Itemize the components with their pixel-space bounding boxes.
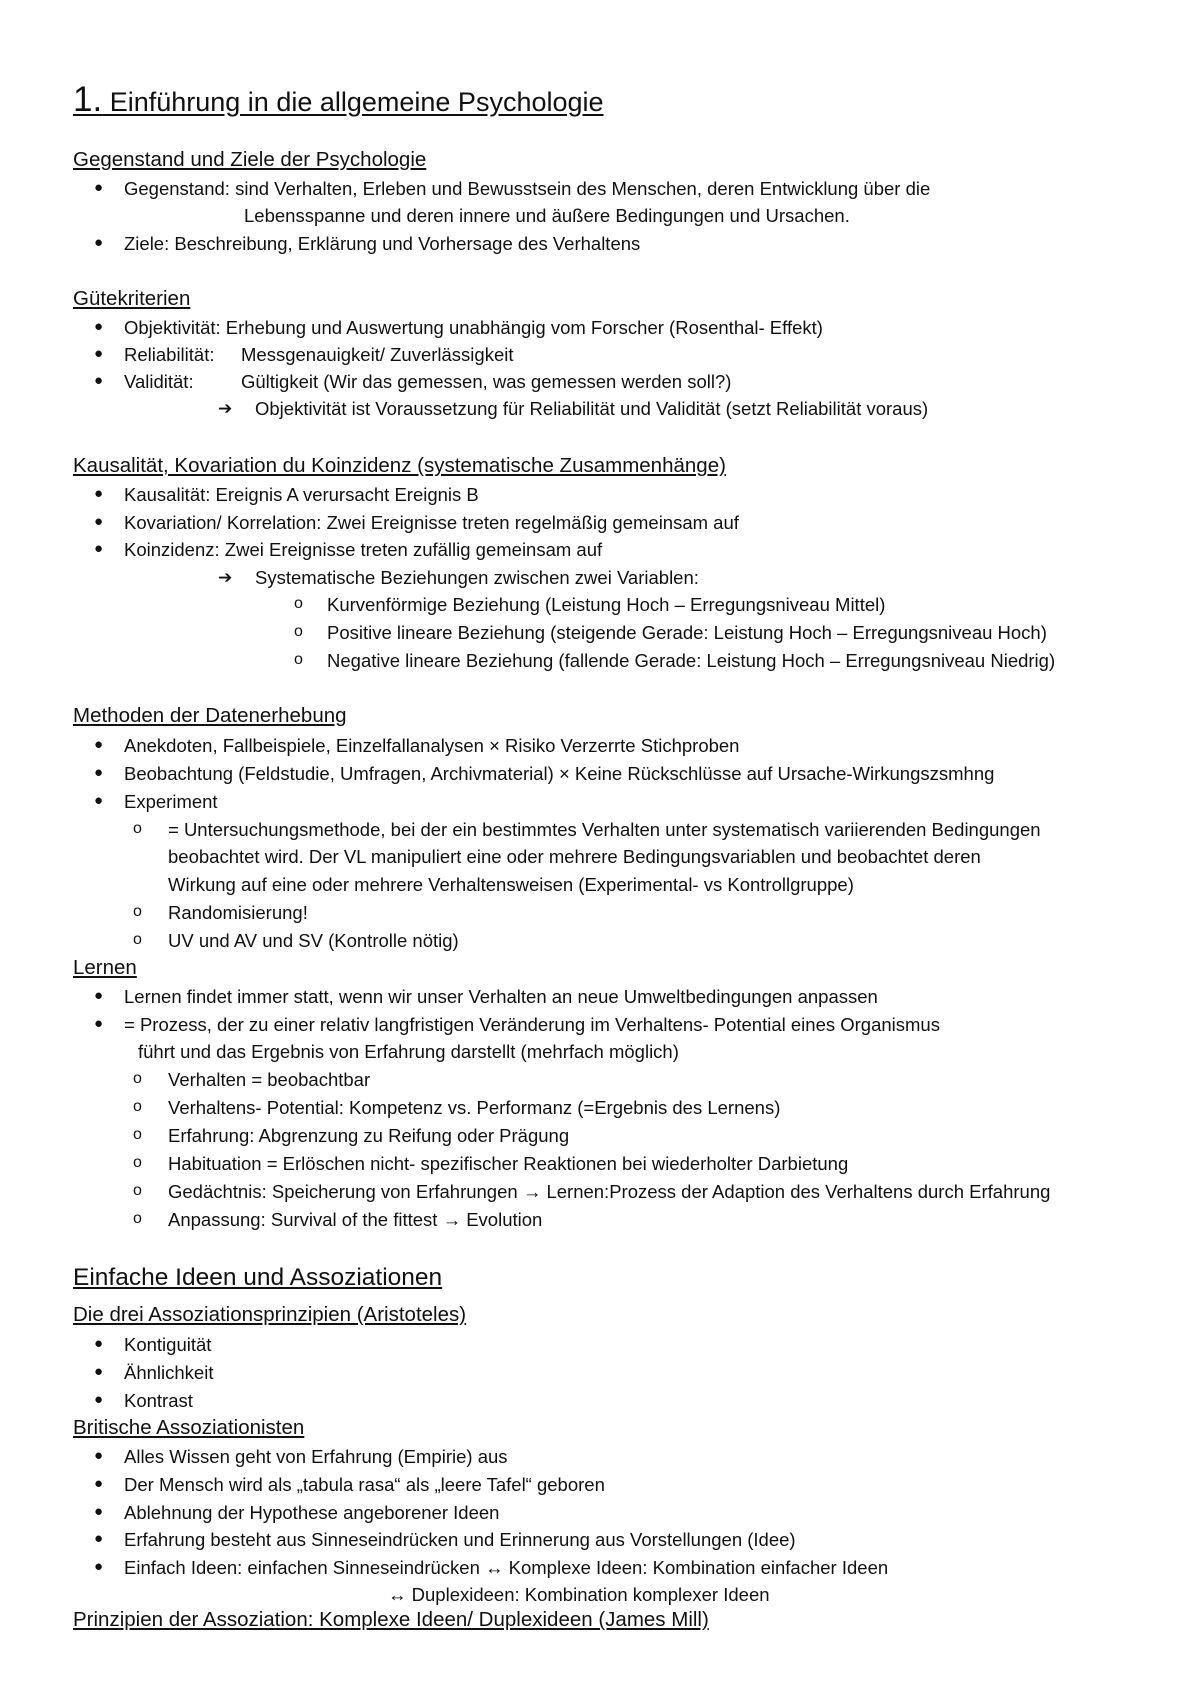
list-item: Kausalität: Ereignis A verursacht Ereignis B [124,484,479,505]
bullet-dot: ● [94,736,104,753]
bullet-dot: ● [94,1558,104,1575]
bullet-dot: ● [94,1530,104,1547]
heading-einfache-ideen: Einfache Ideen und Assoziationen [73,1264,443,1291]
list-item: Ablehnung der Hypothese angeborener Ideen [124,1502,500,1523]
sub-bullet-circle: o [133,1210,142,1227]
heading-guetekriterien: Gütekriterien [73,287,191,310]
list-item: Beobachtung (Feldstudie, Umfragen, Archivmaterial) × Keine Rückschlüsse auf Ursache-Wirkungszsmhng [124,763,995,784]
list-item: Anekdoten, Fallbeispiele, Einzelfallanalysen × Risiko Verzerrte Stichproben [124,735,740,756]
list-item: Erfahrung besteht aus Sinneseindrücken und Erinnerung aus Vorstellungen (Idee) [124,1529,796,1550]
bullet-dot: ● [94,792,104,809]
sub-bullet-circle: o [133,1126,142,1143]
sub-list-item: Verhalten = beobachtbar [168,1069,371,1090]
sub-list-item: Positive lineare Beziehung (steigende Gerade: Leistung Hoch – Erregungsniveau Hoch) [327,622,1047,643]
list-item-value: Messgenauigkeit/ Zuverlässigkeit [241,344,514,365]
list-item: Ziele: Beschreibung, Erklärung und Vorhersage des Verhaltens [124,233,641,254]
list-item: Gegenstand: sind Verhalten, Erleben und Bewusstsein des Menschen, deren Entwicklung über die [124,178,931,199]
arrow-right-icon: ➔ [218,399,233,418]
sub-bullet-circle: o [294,651,303,668]
title-number: 1. [73,80,103,119]
heading-lernen: Lernen [73,956,137,979]
bullet-dot: ● [94,234,104,251]
sub-list-item: Negative lineare Beziehung (fallende Gerade: Leistung Hoch – Erregungsniveau Niedrig) [327,650,1056,671]
arrow-right-icon: ➔ [218,568,233,587]
sub-bullet-circle: o [133,1070,142,1087]
bullet-dot: ● [94,485,104,502]
arrow-item: Systematische Beziehungen zwischen zwei Variablen: [255,567,699,588]
sub-list-item: = Untersuchungsmethode, bei der ein bestimmtes Verhalten unter systematisch variierenden Bedingungen [168,819,1041,840]
sub-list-item: Verhaltens- Potential: Kompetenz vs. Performanz (=Ergebnis des Lernens) [168,1097,781,1118]
list-item: Ähnlichkeit [124,1362,214,1383]
bullet-dot: ● [94,318,104,335]
subheading-prinzipien-der-assoziation: Prinzipien der Assoziation: Komplexe Ideen/ Duplexideen (James Mill) [73,1608,709,1631]
bullet-dot: ● [94,1335,104,1352]
heading-kausalitaet: Kausalität, Kovariation du Koinzidenz (systematische Zusammenhänge) [73,454,726,477]
heading-methoden: Methoden der Datenerhebung [73,704,347,727]
sub-bullet-circle: o [133,903,142,920]
sub-list-item: Anpassung: Survival of the fittest → Evolution [168,1209,543,1230]
bullet-dot: ● [94,372,104,389]
sub-list-item: Kurvenförmige Beziehung (Leistung Hoch – Erregungsniveau Mittel) [327,594,886,615]
sub-bullet-circle: o [133,931,142,948]
sub-list-item: UV und AV und SV (Kontrolle nötig) [168,930,459,951]
list-item: Der Mensch wird als „tabula rasa“ als „leere Tafel“ geboren [124,1474,605,1495]
list-item-label: Reliabilität: [124,344,215,365]
bullet-dot: ● [94,1363,104,1380]
list-item: Objektivität: Erhebung und Auswertung unabhängig vom Forscher (Rosenthal- Effekt) [124,317,823,338]
list-item: Kontiguität [124,1334,212,1355]
subheading-assoziationsprinzipien: Die drei Assoziationsprinzipien (Aristoteles) [73,1303,467,1326]
bullet-dot: ● [94,1503,104,1520]
bullet-dot: ● [94,1475,104,1492]
list-item: Experiment [124,791,218,812]
page-title [73,82,604,117]
bullet-dot: ● [94,764,104,781]
sub-list-item: Erfahrung: Abgrenzung zu Reifung oder Prägung [168,1125,570,1146]
sub-bullet-circle: o [294,595,303,612]
bullet-dot: ● [94,513,104,530]
sub-list-item: Habituation = Erlöschen nicht- spezifischer Reaktionen bei wiederholter Darbietung [168,1153,849,1174]
sub-list-item: Gedächtnis: Speicherung von Erfahrungen → Lernen:Prozess der Adaption des Verhaltens durch Erfahrung [168,1181,1051,1202]
sub-bullet-circle: o [133,1098,142,1115]
list-item: Lernen findet immer statt, wenn wir unser Verhalten an neue Umweltbedingungen anpassen [124,986,878,1007]
arrow-item: Objektivität ist Voraussetzung für Reliabilität und Validität (setzt Reliabilität voraus) [255,398,929,419]
list-item-continuation: ↔ Duplexideen: Kombination komplexer Ideen [388,1584,770,1605]
sub-bullet-circle: o [294,623,303,640]
sub-list-item-continuation: Wirkung auf eine oder mehrere Verhaltensweisen (Experimental- vs Kontrollgruppe) [168,874,854,895]
list-item-label: Validität: [124,371,194,392]
subheading-britische-assoziationisten: Britische Assoziationisten [73,1416,305,1439]
list-item: Kovariation/ Korrelation: Zwei Ereignisse treten regelmäßig gemeinsam auf [124,512,739,533]
list-item-value: Gültigkeit (Wir das gemessen, was gemessen werden soll?) [241,371,732,392]
bullet-dot: ● [94,1447,104,1464]
bullet-dot: ● [94,1015,104,1032]
sub-bullet-circle: o [133,1154,142,1171]
heading-gegenstand: Gegenstand und Ziele der Psychologie [73,148,427,171]
sub-bullet-circle: o [133,1182,142,1199]
list-item: Koinzidenz: Zwei Ereignisse treten zufällig gemeinsam auf [124,539,603,560]
sub-list-item: Randomisierung! [168,902,308,923]
bullet-dot: ● [94,345,104,362]
list-item: Kontrast [124,1390,193,1411]
bullet-dot: ● [94,1391,104,1408]
list-item: Alles Wissen geht von Erfahrung (Empirie) aus [124,1446,508,1467]
list-item: Einfach Ideen: einfachen Sinneseindrücken ↔ Komplexe Ideen: Kombination einfacher Ideen [124,1557,889,1578]
sub-bullet-circle: o [133,820,142,837]
bullet-dot: ● [94,540,104,557]
bullet-dot: ● [94,987,104,1004]
bullet-dot: ● [94,179,104,196]
list-item-continuation: führt und das Ergebnis von Erfahrung darstellt (mehrfach möglich) [138,1041,679,1062]
list-item-continuation: Lebensspanne und deren innere und äußere Bedingungen und Ursachen. [244,205,850,226]
list-item: = Prozess, der zu einer relativ langfristigen Veränderung im Verhaltens- Potential eines Organismus [124,1014,940,1035]
sub-list-item-continuation: beobachtet wird. Der VL manipuliert eine oder mehrere Bedingungsvariablen und beobachtet deren [168,846,981,867]
title-text: Einführung in die allgemeine Psychologie [102,87,604,117]
